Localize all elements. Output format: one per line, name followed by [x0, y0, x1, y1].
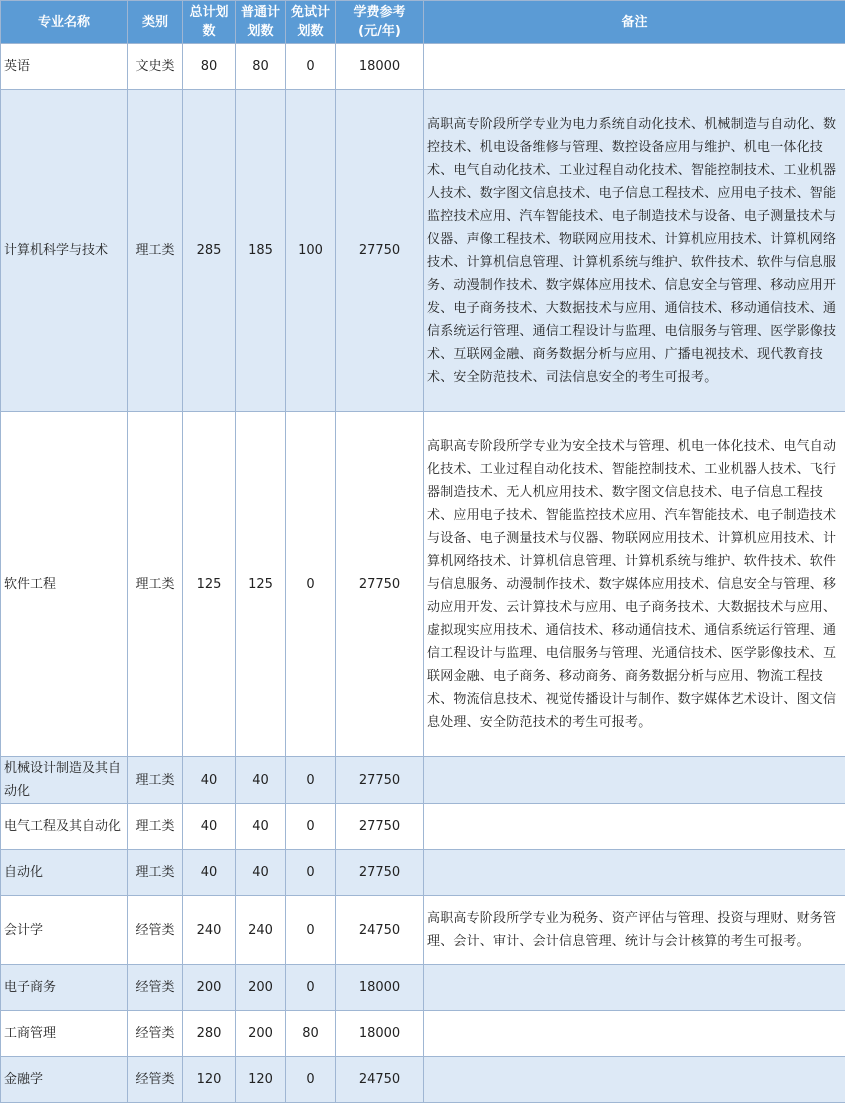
- total-plan: 280: [183, 1011, 236, 1057]
- major-name: 电子商务: [1, 965, 128, 1011]
- major-name: 会计学: [1, 896, 128, 965]
- regular-plan: 40: [236, 757, 286, 804]
- total-plan: 125: [183, 412, 236, 757]
- exempt-plan: 0: [286, 44, 336, 90]
- table-row: [1, 1057, 845, 1103]
- header-row: [1, 1, 845, 44]
- table-row: [1, 896, 845, 965]
- header-exempt-plan: 免试计 划数: [286, 1, 336, 44]
- table-row: [1, 90, 845, 412]
- remarks: [424, 1057, 845, 1103]
- tuition: 27750: [336, 804, 424, 850]
- major-name: 工商管理: [1, 1011, 128, 1057]
- exempt-plan: 80: [286, 1011, 336, 1057]
- total-plan: 40: [183, 804, 236, 850]
- remarks: [424, 850, 845, 896]
- table-row: [1, 44, 845, 90]
- remarks: [424, 965, 845, 1011]
- category: 理工类: [128, 757, 183, 804]
- category: 经管类: [128, 1057, 183, 1103]
- category: 经管类: [128, 1011, 183, 1057]
- exempt-plan: 0: [286, 965, 336, 1011]
- tuition: 24750: [336, 1057, 424, 1103]
- header-major-name: 专业名称: [1, 1, 128, 44]
- regular-plan: 40: [236, 850, 286, 896]
- exempt-plan: 0: [286, 850, 336, 896]
- major-name: 机械设计制造及其自动化: [1, 757, 128, 804]
- total-plan: 285: [183, 90, 236, 412]
- category: 理工类: [128, 850, 183, 896]
- total-plan: 200: [183, 965, 236, 1011]
- exempt-plan: 0: [286, 757, 336, 804]
- remarks: [424, 757, 845, 804]
- total-plan: 80: [183, 44, 236, 90]
- tuition: 18000: [336, 44, 424, 90]
- category: 文史类: [128, 44, 183, 90]
- remarks: 高职高专阶段所学专业为电力系统自动化技术、机械制造与自动化、数控技术、机电设备维修与管理、数控设备应用与维护、机电一体化技术、电气自动化技术、工业过程自动化技术、智能控制技术、工业机器人技术、数字图文信息技术、电子信息工程技术、应用电子技术、智能监控技术应用、汽车智能技术、电子制造技术与设备、电子测量技术与仪器、声像工程技术、物联网应用技术、计算机应用技术、计算机网络技术、计算机信息管理、计算机系统与维护、软件技术、软件与信息服务、动漫制作技术、数字媒体应用技术、信息安全与管理、移动应用开发、电子商务技术、大数据技术与应用、通信技术、移动通信技术、通信系统运行管理、通信工程设计与监理、电信服务与管理、医学影像技术、互联网金融、商务数据分析与应用、广播电视技术、现代教育技术、安全防范技术、司法信息安全的考生可报考。: [424, 90, 845, 412]
- major-name: 计算机科学与技术: [1, 90, 128, 412]
- table-row: [1, 965, 845, 1011]
- category: 理工类: [128, 804, 183, 850]
- major-name: 自动化: [1, 850, 128, 896]
- remarks: [424, 44, 845, 90]
- total-plan: 120: [183, 1057, 236, 1103]
- tuition: 27750: [336, 90, 424, 412]
- regular-plan: 200: [236, 965, 286, 1011]
- remarks: 高职高专阶段所学专业为安全技术与管理、机电一体化技术、电气自动化技术、工业过程自动化技术、智能控制技术、工业机器人技术、飞行器制造技术、无人机应用技术、数字图文信息技术、电子信息工程技术、应用电子技术、智能监控技术应用、汽车智能技术、电子制造技术与设备、电子测量技术与仪器、物联网应用技术、计算机应用技术、计算机网络技术、计算机信息管理、计算机系统与维护、软件技术、软件与信息服务、动漫制作技术、数字媒体应用技术、信息安全与管理、移动应用开发、云计算技术与应用、电子商务技术、大数据技术与应用、虚拟现实应用技术、通信技术、移动通信技术、通信系统运行管理、通信工程设计与监理、电信服务与管理、光通信技术、医学影像技术、互联网金融、电子商务、移动商务、商务数据分析与应用、物流工程技术、物流信息技术、视觉传播设计与制作、数字媒体艺术设计、图文信息处理、安全防范技术的考生可报考。: [424, 412, 845, 757]
- tuition: 27750: [336, 757, 424, 804]
- regular-plan: 240: [236, 896, 286, 965]
- regular-plan: 200: [236, 1011, 286, 1057]
- table-row: [1, 804, 845, 850]
- tuition: 18000: [336, 1011, 424, 1057]
- exempt-plan: 0: [286, 804, 336, 850]
- total-plan: 240: [183, 896, 236, 965]
- table-row: [1, 1011, 845, 1057]
- major-name: 电气工程及其自动化: [1, 804, 128, 850]
- header-tuition: 学费参考 (元/年): [336, 1, 424, 44]
- regular-plan: 120: [236, 1057, 286, 1103]
- category: 理工类: [128, 412, 183, 757]
- exempt-plan: 0: [286, 896, 336, 965]
- regular-plan: 185: [236, 90, 286, 412]
- table-row: [1, 757, 845, 804]
- regular-plan: 125: [236, 412, 286, 757]
- remarks: 高职高专阶段所学专业为税务、资产评估与管理、投资与理财、财务管理、会计、审计、会计信息管理、统计与会计核算的考生可报考。: [424, 896, 845, 965]
- remarks: [424, 804, 845, 850]
- header-total-plan: 总计划 数: [183, 1, 236, 44]
- remarks: [424, 1011, 845, 1057]
- tuition: 27750: [336, 850, 424, 896]
- tuition: 24750: [336, 896, 424, 965]
- major-name: 金融学: [1, 1057, 128, 1103]
- category: 经管类: [128, 896, 183, 965]
- category: 理工类: [128, 90, 183, 412]
- exempt-plan: 0: [286, 1057, 336, 1103]
- tuition: 27750: [336, 412, 424, 757]
- major-name: 英语: [1, 44, 128, 90]
- regular-plan: 80: [236, 44, 286, 90]
- header-regular-plan: 普通计 划数: [236, 1, 286, 44]
- exempt-plan: 100: [286, 90, 336, 412]
- table-row: [1, 850, 845, 896]
- total-plan: 40: [183, 850, 236, 896]
- exempt-plan: 0: [286, 412, 336, 757]
- regular-plan: 40: [236, 804, 286, 850]
- major-name: 软件工程: [1, 412, 128, 757]
- category: 经管类: [128, 965, 183, 1011]
- table-row: [1, 412, 845, 757]
- tuition: 18000: [336, 965, 424, 1011]
- header-remarks: 备注: [424, 1, 845, 44]
- total-plan: 40: [183, 757, 236, 804]
- header-category: 类别: [128, 1, 183, 44]
